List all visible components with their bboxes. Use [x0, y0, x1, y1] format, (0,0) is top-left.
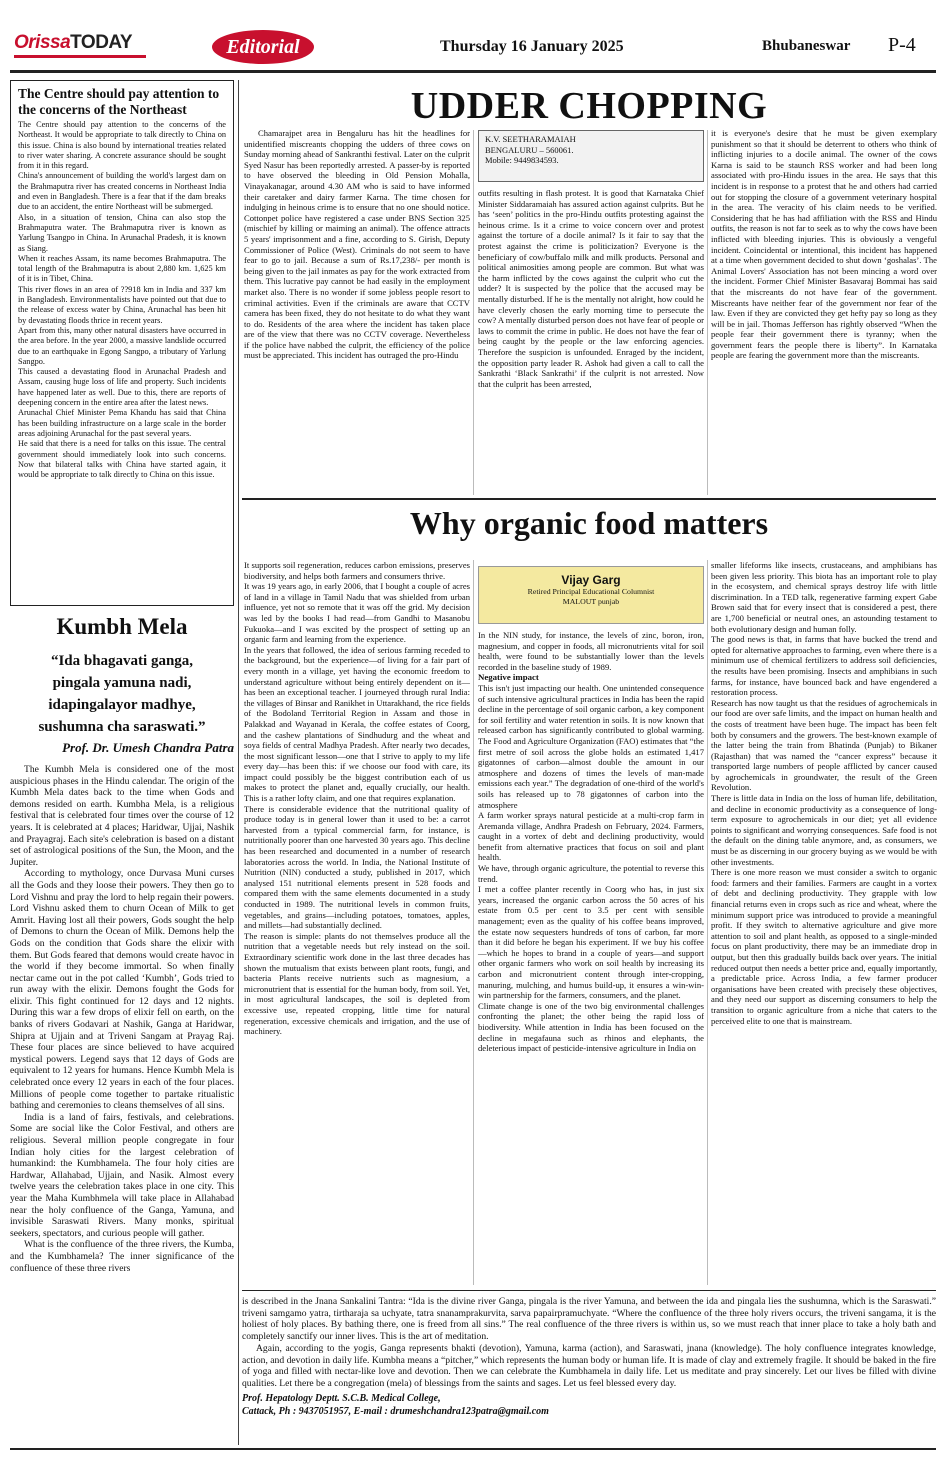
- article-body: [18, 120, 226, 480]
- logo-today: TODAY: [70, 32, 133, 53]
- byline-name: Vijay Garg: [561, 573, 621, 587]
- paragraph: it is everyone's desire that he must be given exemplary punishment so that it should be deterrent to others who think of inflicting injuries to a docile animal. The owner of the cows Karna is said to be staunch RSS worker and had been long associated with pro-Hindu issues in the area. He says that this incident is in response to a protest that he and others had carried out for stopping the closure of a government veterinary hospital in the area. The veracity of his claim needs to be verified. Considering that he has had affiliation with the RSS and Hindu outfits, the reason is not far to seek as to why the cows have been inflicted with bleeding injuries. This is obviously a vengeful incident. Coincidental or intentional, this incident has happened at a time when government decided to shut down ‘goshalas’. The Animal Lovers' Association has not been mincing a word over the incident. Former Chief Minister Basavaraj Bommai has said that the miscreants do not have fear of the government. Miscreants have neither fear of the government nor fear of the law. Even if they are convicted they get hefty pay so long as they will be in jail. Thomas Jefferson has rightly observed “When the people fear their government there is tyranny; when the government fears the people there is liberty”. In Karnataka people are fearing the government more than the miscreants.: [711, 128, 937, 361]
- paragraph: China's announcement of building the world's largest dam on the Brahmaputra river has created concerns in Northeast India and even in Bangladesh. There is a fear that if the dam breaks due to an accident, the entire Northeast will be submerged.: [18, 171, 226, 212]
- paragraph: Chamarajpet area in Bengaluru has hit the headlines for unidentified miscreants chopping the udders of three cows on Sunday morning ahead of Sankranthi festival. Later on the culprit Syed Nasur has been reportedly arrested. A passer-by is reported to have observed the bleeding in Old Pension Mohalla, Vinayakanagar, around 4.30 AM who is said to have informed their caretaker and dairy farmer Karna. The time chosen for indulging in heinous crime is to ensure that no one should notice. Cottonpet police have registered a case under BNS Section 325 (mischief by killing or maiming an animal). The offence attracts 5 years' imprisonment and a fine, according to S. Girish, Deputy Commissioner of Police (West). Criminals do not seem to have fear to go to jail. Because a sum of Rs.17,238/- per month is being given to the jail inmates as pay for the work extracted from them. This lucrative pay cannot be had easily in the employment market also. There is no wonder if some jobless people resort to criminal activities. Even if the criminals are aware that CCTV camera has been fixed, they do not hesitate to do what they want to do. Residents of the area where the incident has taken place are of the view that there was no CCTV coverage. Nevertheless if the police have nabbed the culprit, the efficiency of the police must be appreciated. This incident has outraged the pro-Hindu: [244, 128, 470, 361]
- paragraph: outfits resulting in flash protest. It is good that Karnataka Chief Minister Siddaramaiah has assured action against culprits. But he has ‘seen’ politics in the pro-Hindu outfits protesting against the heinous crime. Is it a crime to voice concern over and protest against the torture of a docile animal? Is it fair to say that the protest against the crime is politicization? Everyone is the beneficiary of cow/buffalo milk and milk products. Personal and political animosities among people are common. But what was the harm inflicted by the cows against the culprit who cut the udder? It is suspected by the police that the accused may be mentally disturbed. If he is the mentally not alright, how could he have cleverly chosen the early morning time to persecute the cow? A mentally disturbed person does not have fear of people or laws to commit the crime in public. He does not have the fear of being caught by the people or the law enforcing agencies. Therefore the suspicion is unfounded. Enraged by the incident, the opposition party leader R. Ashok had given a call to call the Sankrathi ‘Black Sankrathi’ if the culprit is not arrested. Now that the culprit has been arrested,: [478, 188, 704, 389]
- organic-column-2: [478, 630, 704, 1054]
- paragraph: is described in the Jnana Sankalini Tantra: “Ida is the divine river Ganga, pingala is the river Yamuna, and between the ida and pingala lies the sushumna, which is the Saraswati.” triveni samgamo yatra, tirtharaja sa uchyate, tatra snanamprakurvita, sarva papairpramuchyate. “Where the confluence of the three holy rivers occurs, the triveni sangama, it is the holiest of holy places. By bathing there, one is freed from all sins.” The real confluence of the three rivers is within us, so we must reach that inner place to take a holy bath and completely sanctify our inner lives. This is the art of meditation.: [242, 1296, 936, 1343]
- verse-line: sushumna cha saraswati.”: [38, 719, 206, 735]
- kumbh-body-left: [10, 764, 234, 1274]
- paragraph: According to mythology, once Durvasa Muni curses all the Gods and they loose their powers. They then go to Lord Vishnu and pray the lord to help regain their powers. Lord Vishnu asked them to churn Ocean of Milk to get Amrit. Having lost all their powers, Gods sought the help of Demons to churn the Ocean of Milk. Demons help the Gods on the condition that Gods share the elixir with them. But Gods feared that demons would create havoc in the world if they become immortal. So when finally nectar came out in the pot called ‘Kumbh’, Gods tried to run away with the elixir. Demons fought the Gods for elixir. This fight continued for 12 days and 12 nights. During this war a few drops of elixir fell on earth, on the banks of rivers Godavari at Nashik, Ganga at Haridwar, Shipra at Ujjain and at Triveni Sangam at Prayag Raj. These four places are since believed to have acquired mystical powers. Legend says that 12 days of Gods are equivalent to 12 years for humans. Hence Kumbh Mela is celebrated once every 12 years in each of the four places. Millions of people come together to partake ritualistic bathing and ceremonies to cleans themselves of all sins.: [10, 868, 234, 1112]
- logo-orissa: Orissa: [14, 32, 71, 53]
- paragraph: This river flows in an area of ??918 km in India and 337 km in Bangladesh. Environmentalists have pointed out that due to the release of excess water by China, Arunachal has been hit by devastating floods thrice in recent years.: [18, 284, 226, 325]
- paragraph: It supports soil regeneration, reduces carbon emissions, preserves biodiversity, and helps both farmers and consumers thrive.: [244, 560, 470, 581]
- section-badge: Editorial: [212, 30, 314, 64]
- paragraph: Apart from this, many other natural disasters have occurred in the area before. In the year 2000, a massive landslide occurred due to an earthquake in Egong Sangpo, a tributary of Yarlung Sangpo.: [18, 325, 226, 366]
- udder-byline-box: [478, 130, 704, 182]
- column-divider: [473, 560, 474, 1285]
- paragraph: The reason is simple: plants do not themselves produce all the nutrition that a vegetable needs but rely instead on the soil. Extraordinary scientific work done in the last three decades has shown the mutualism that exists between plant roots, fungi, and bacteria Plants receive nutrients such as magnesium, a micronutrient that is essential for the human body, from soil. Yet, in most agricultural landscapes, the soil is depleted from excessive use, repeated cropping, little time for natural regeneration, excessive chemicals and irrigation, and the use of machinery.: [244, 930, 470, 1037]
- masthead: [0, 0, 945, 70]
- paragraph: In the years that followed, the idea of serious farming receded to the background, but the experience—of living for a fair part of every month in a village, yet having the economic freedom to understand agriculture without being entirely dependent on it—has been an exceptional teacher. I journeyed through rural India: the villages of Binsar and Ranikhet in Uttarakhand, the rice fields of the Bodoland Territorial Region in Assam and those in Palakkad and Wayanad in Kerala, the coffee estates of Coorg, and the cashew plantations of Sindhudurg and the wheat and soya fields of central Madhya Pradesh. After nearly two decades, the most significant lesson—one that I strive to apply to my life every day—has been this: if we choose our food with care, its impact could possibly be the biggest contribution each of us makes to protect the planet and, equally crucially, our health. This is a rather lofty claim, and one that requires explanation.: [244, 644, 470, 804]
- column-divider: [238, 80, 239, 1445]
- section-divider: [242, 1290, 936, 1291]
- column-divider: [707, 560, 708, 1285]
- author-contact-line: Cattack, Ph : 9437051957, E-mail : drumeshchandra123patra@gmail.com: [242, 1405, 549, 1417]
- paragraph: Climate change is one of the two big environmental challenges confronting the planet; the other being the rapid loss of biodiversity. While attention in India has been focused on the decline in megafauna such as rhinos and elephants, the deleterious impact of pesticide-intensive agriculture in India on: [478, 1000, 704, 1054]
- paragraph: There is considerable evidence that the nutritional quality of produce today is in general lower than it used to be: a carrot harvested from a typical commercial farm, for instance, is nutritionally poorer than one harvested 30 years ago. This decline has been researched and documented in a number of research laboratories across the world. In India, the National Institute of Nutrition (NIN) conducted a study, published in 2017, which analysed 151 nutritional elements present in 528 foods and compared them with the same elements documented in a study conducted in 1989. The nutritional levels in common fruits, vegetables, and grains—including potatoes, tomatoes, apples, and millets—had substantially declined.: [244, 803, 470, 931]
- organic-column-1: [244, 560, 470, 1037]
- column-divider: [707, 130, 708, 495]
- paragraph: I met a coffee planter recently in Coorg who has, in just six years, increased the organic carbon across the 50 acres of his estate from 0.5 per cent to 3.5 per cent with sensible management; even as the quality of his coffee beans improved, the estate now sequesters hundreds of tons of carbon, far more than it did before he began his experiment. If we buy his coffee—which he hopes to brand in a couple of years—and support other organic farmers who work on soil health by increasing its carbon and micronutrient content through inter-cropping, manuring, mulching, and humus build-up, it ensures a win-win-win partnership for the farmers, consumers, and the planet.: [478, 884, 704, 1001]
- logo-underline: [14, 55, 146, 58]
- udder-headline: UDDER CHOPPING: [410, 85, 768, 127]
- paragraph: Again, according to the yogis, Ganga represents bhakti (devotion), Yamuna, karma (action), and Saraswati, jnana (knowledge). The holy confluence integrates knowledge, action, and devotion in daily life. Kumbha means a “pitcher,” which represents the human body or human life. It is made of clay and extremely fragile. It should be baked in the fire of yoga and filled with nectar-like love and devotion. Then we can celebrate the Kumbhamela in daily life. Let us meditate and pray sincerely. Let our lives be filled with divine qualities. Let there be a congregation (mela) of blessings from the saints and sages. Let us feel blessed every day.: [242, 1342, 936, 1389]
- byline-location: MALOUT punjab: [562, 597, 620, 606]
- paragraph: It was 19 years ago, in early 2006, that I bought a couple of acres of land in a village in Tamil Nadu that was shielded from urban influence, yet not so remote that it was off the grid. My decision was led by the books I had read—from Gandhi to Masanobu Fukuoka—and I was excited by the prospect of setting up an organic farm and learning from the experience.: [244, 581, 470, 645]
- paragraph: Also, in a situation of tension, China can also stop the Brahmaputra water. The Brahmaputra river is known as Yarlung Tsangpo in China. In Arunachal Pradesh, it is known as Siang.: [18, 212, 226, 253]
- udder-column-1: [244, 128, 470, 361]
- paragraph: What is the confluence of the three rivers, the Kumba, and the Kumbhamela? The inner significance of the confluence of these three rivers: [10, 1239, 234, 1274]
- paragraph: The good news is that, in farms that have bucked the trend and opted for alternative approaches to farming, even where there is a minimum use of chemical fertilizers to address soil deficiencies, the results have been promising. Insects and amphibians in such farms, for instance, have bounced back and have engendered a restoration process.: [711, 634, 937, 698]
- author-affiliation: Prof. Hepatology Deptt. S.C.B. Medical College,: [242, 1392, 441, 1404]
- author-contact: [242, 1392, 936, 1418]
- byline-city: BENGALURU – 560061.: [485, 144, 574, 155]
- kumbh-author: Prof. Dr. Umesh Chandra Patra: [62, 740, 234, 755]
- page-number: P-4: [888, 34, 916, 56]
- organic-headline: Why organic food matters: [409, 505, 769, 541]
- verse-line: idapingalayor madhye,: [48, 697, 196, 713]
- kumbh-verse: [10, 650, 234, 738]
- paragraph: India is a land of fairs, festivals, and celebrations. Some are social like the Color Festival, and others are religious. Several million people congregate in four Indian holy cities for the largest celebration of humankind: the Kumbhamela. The four holy cities are Hardwar, Allahabad, Ujjain, and Nasik. Almost every twelve years the celebration takes place in one city. This year the Maha Kumbhmela will take place in Allahabad near the holy confluence of the Ganga, Yamuna, and invisible Saraswati Rivers. Many monks, spiritual seekers, spectators, and curious people will gather.: [10, 1111, 234, 1239]
- paragraph: In the NIN study, for instance, the levels of zinc, boron, iron, magnesium, and copper in foods, all micronutrients vital for soil health, were found to be substantially lower than the levels recorded in the baseline study of 1989.: [478, 630, 704, 672]
- byline-title: Retired Principal Educational Columnist: [527, 587, 655, 596]
- section-divider: [242, 498, 936, 500]
- paragraph: This isn't just impacting our health. One unintended consequence of such intensive agricultural practices in India has been the rapid decline in the percentage of soil organic carbon, a key component for soil fertility and water retention in soils. It is now known that released carbon has significantly contributed to global warming. The Food and Agriculture Organization (FAO) estimates that “the first metre of soil across the globe holds an estimated 1,417 gigatonnes of carbon—almost double the amount in our atmosphere and dozens of times the levels of man-made emissions each year.” The degradation of one-third of the world's soils has released up to 78 gigatonnes of carbon into the atmosphere: [478, 682, 704, 810]
- paragraph: He said that there is a need for talks on this issue. The central government should immediately look into such concerns. Now that bilateral talks with China have started again, it would be appropriate to talk directly to China on this issue.: [18, 439, 226, 480]
- edition-city: Bhubaneswar: [762, 38, 851, 54]
- kumbh-headline: Kumbh Mela: [56, 614, 188, 639]
- organic-byline-box: [478, 566, 704, 624]
- verse-line: “Ida bhagavati ganga,: [50, 653, 194, 669]
- byline-name: K.V. SEETHARAMAIAH: [485, 134, 576, 144]
- paragraph: A farm worker sprays natural pesticide at a multi-crop farm in Aremanda village, Andhra Pradesh on February, 2024. Farmers, caught in a vortex of debt and declining productivity, would benefit from alternative practices that focus on soil and plant health.: [478, 810, 704, 863]
- paragraph: We have, through organic agriculture, the potential to reverse this trend.: [478, 863, 704, 884]
- udder-column-3: [711, 128, 937, 361]
- newspaper-logo[interactable]: [14, 32, 132, 54]
- column-divider: [473, 130, 474, 495]
- paragraph: When it reaches Assam, its name becomes Brahmaputra. The total length of the Brahmaputra is about 2,880 km. 1,625 km of it is in Tibet, China.: [18, 253, 226, 284]
- subheading: Negative impact: [478, 672, 539, 683]
- issue-date: Thursday 16 January 2025: [440, 38, 624, 55]
- paragraph: There is one more reason we must consider a switch to organic food: farmers and their families. Farmers are caught in a vortex of debt and declining productivity. They grapple with low financial returns even in crops such as rice and wheat, where the minimum support price was introduced to provide a meaningful profit. If they switch to alternative agriculture and give more attention to soil and plant health, as opposed to a single-minded focus on plant productivity, there may be an immediate drop in output, but then this gradually builds back over years. The initial reduced output then needs a better price and, equally importantly, a predictable price. Across India, a few farmer producer organisations have been created with precisely these objectives, and they need our support as discerning consumers to help the transition to organic agriculture from a niche that caters to the perceived elite to one that is mainstream.: [711, 867, 937, 1026]
- byline-phone: Mobile: 9449834593.: [485, 155, 559, 165]
- organic-column-3: [711, 560, 937, 1026]
- verse-line: pingala yamuna nadi,: [52, 675, 192, 691]
- udder-column-2: [478, 188, 704, 389]
- paragraph: This caused a devastating flood in Arunachal Pradesh and Assam, causing huge loss of life and property. Such incidents have happened later as well. Due to this, there are reports of deepening concern in the entire area after the latest news.: [18, 367, 226, 408]
- paragraph: There is little data in India on the loss of human life, debilitation, and decline in economic productivity as a consequence of long-term exposure to agrochemicals in our diet; yet all evidence points to significant and worrying consequences. Safe food is not the default on the dining table anymore, and, as consumers, we must be as discerning in our grocery buying as we would be with other investments.: [711, 793, 937, 867]
- paragraph: Research has now taught us that the residues of agrochemicals in our food are over safe limits, and the impact on human health and the costs of treatment have been huge. The impact has been felt both by consumers and the growers. The best-known example of the latter being the train from Bhatinda (Punjab) to Bikaner (Rajasthan) that was named the “cancer express” because it transported large numbers of people afflicted by cancer caused by agrochemicals in groundwater, the result of the Green Revolution.: [711, 697, 937, 793]
- paragraph: Arunachal Chief Minister Pema Khandu has said that China has been building infrastructure on a large scale in the border areas adjoining Arunachal for the past several years.: [18, 408, 226, 438]
- northeast-article: [10, 80, 234, 606]
- paragraph: The Kumbh Mela is considered one of the most auspicious phases in the Hindu calendar. The origin of the Kumbh Mela dates back to the time when Gods and demons resided on earth. Kumbha Mela, is a religious festival that is celebrated four times over the course of 12 years. It is celebrated at 4 places; Haridwar, Ujjai, Nashik and Prayagraj. Each site's celebration is based on a distant set of astrological positions of the Sun, the Moon, and the Jupiter.: [10, 764, 234, 868]
- header-divider: [10, 70, 936, 73]
- paragraph: The Centre should pay attention to the concerns of the Northeast. It would be appropriate to talk directly to China on this issue. China is also bound by international treaties related to river water sharing. A concrete assurance should be sought from it in this regard.: [18, 120, 226, 171]
- paragraph: smaller lifeforms like insects, crustaceans, and amphibians has been given less priority. This biota has an important role to play in the ecosystem, and chemical sprays destroy life with little discrimination. In a TED talk, regenerative farming expert Gabe Brown said that for every insect that is considered a pest, there are 1,700 beneficial or neutral ones, an astounding testament to both evolutionary design and human folly.: [711, 560, 937, 634]
- kumbh-body-continued: [242, 1296, 936, 1418]
- footer-divider: [10, 1448, 936, 1450]
- article-headline: The Centre should pay attention to the concerns of the Northeast: [18, 86, 220, 117]
